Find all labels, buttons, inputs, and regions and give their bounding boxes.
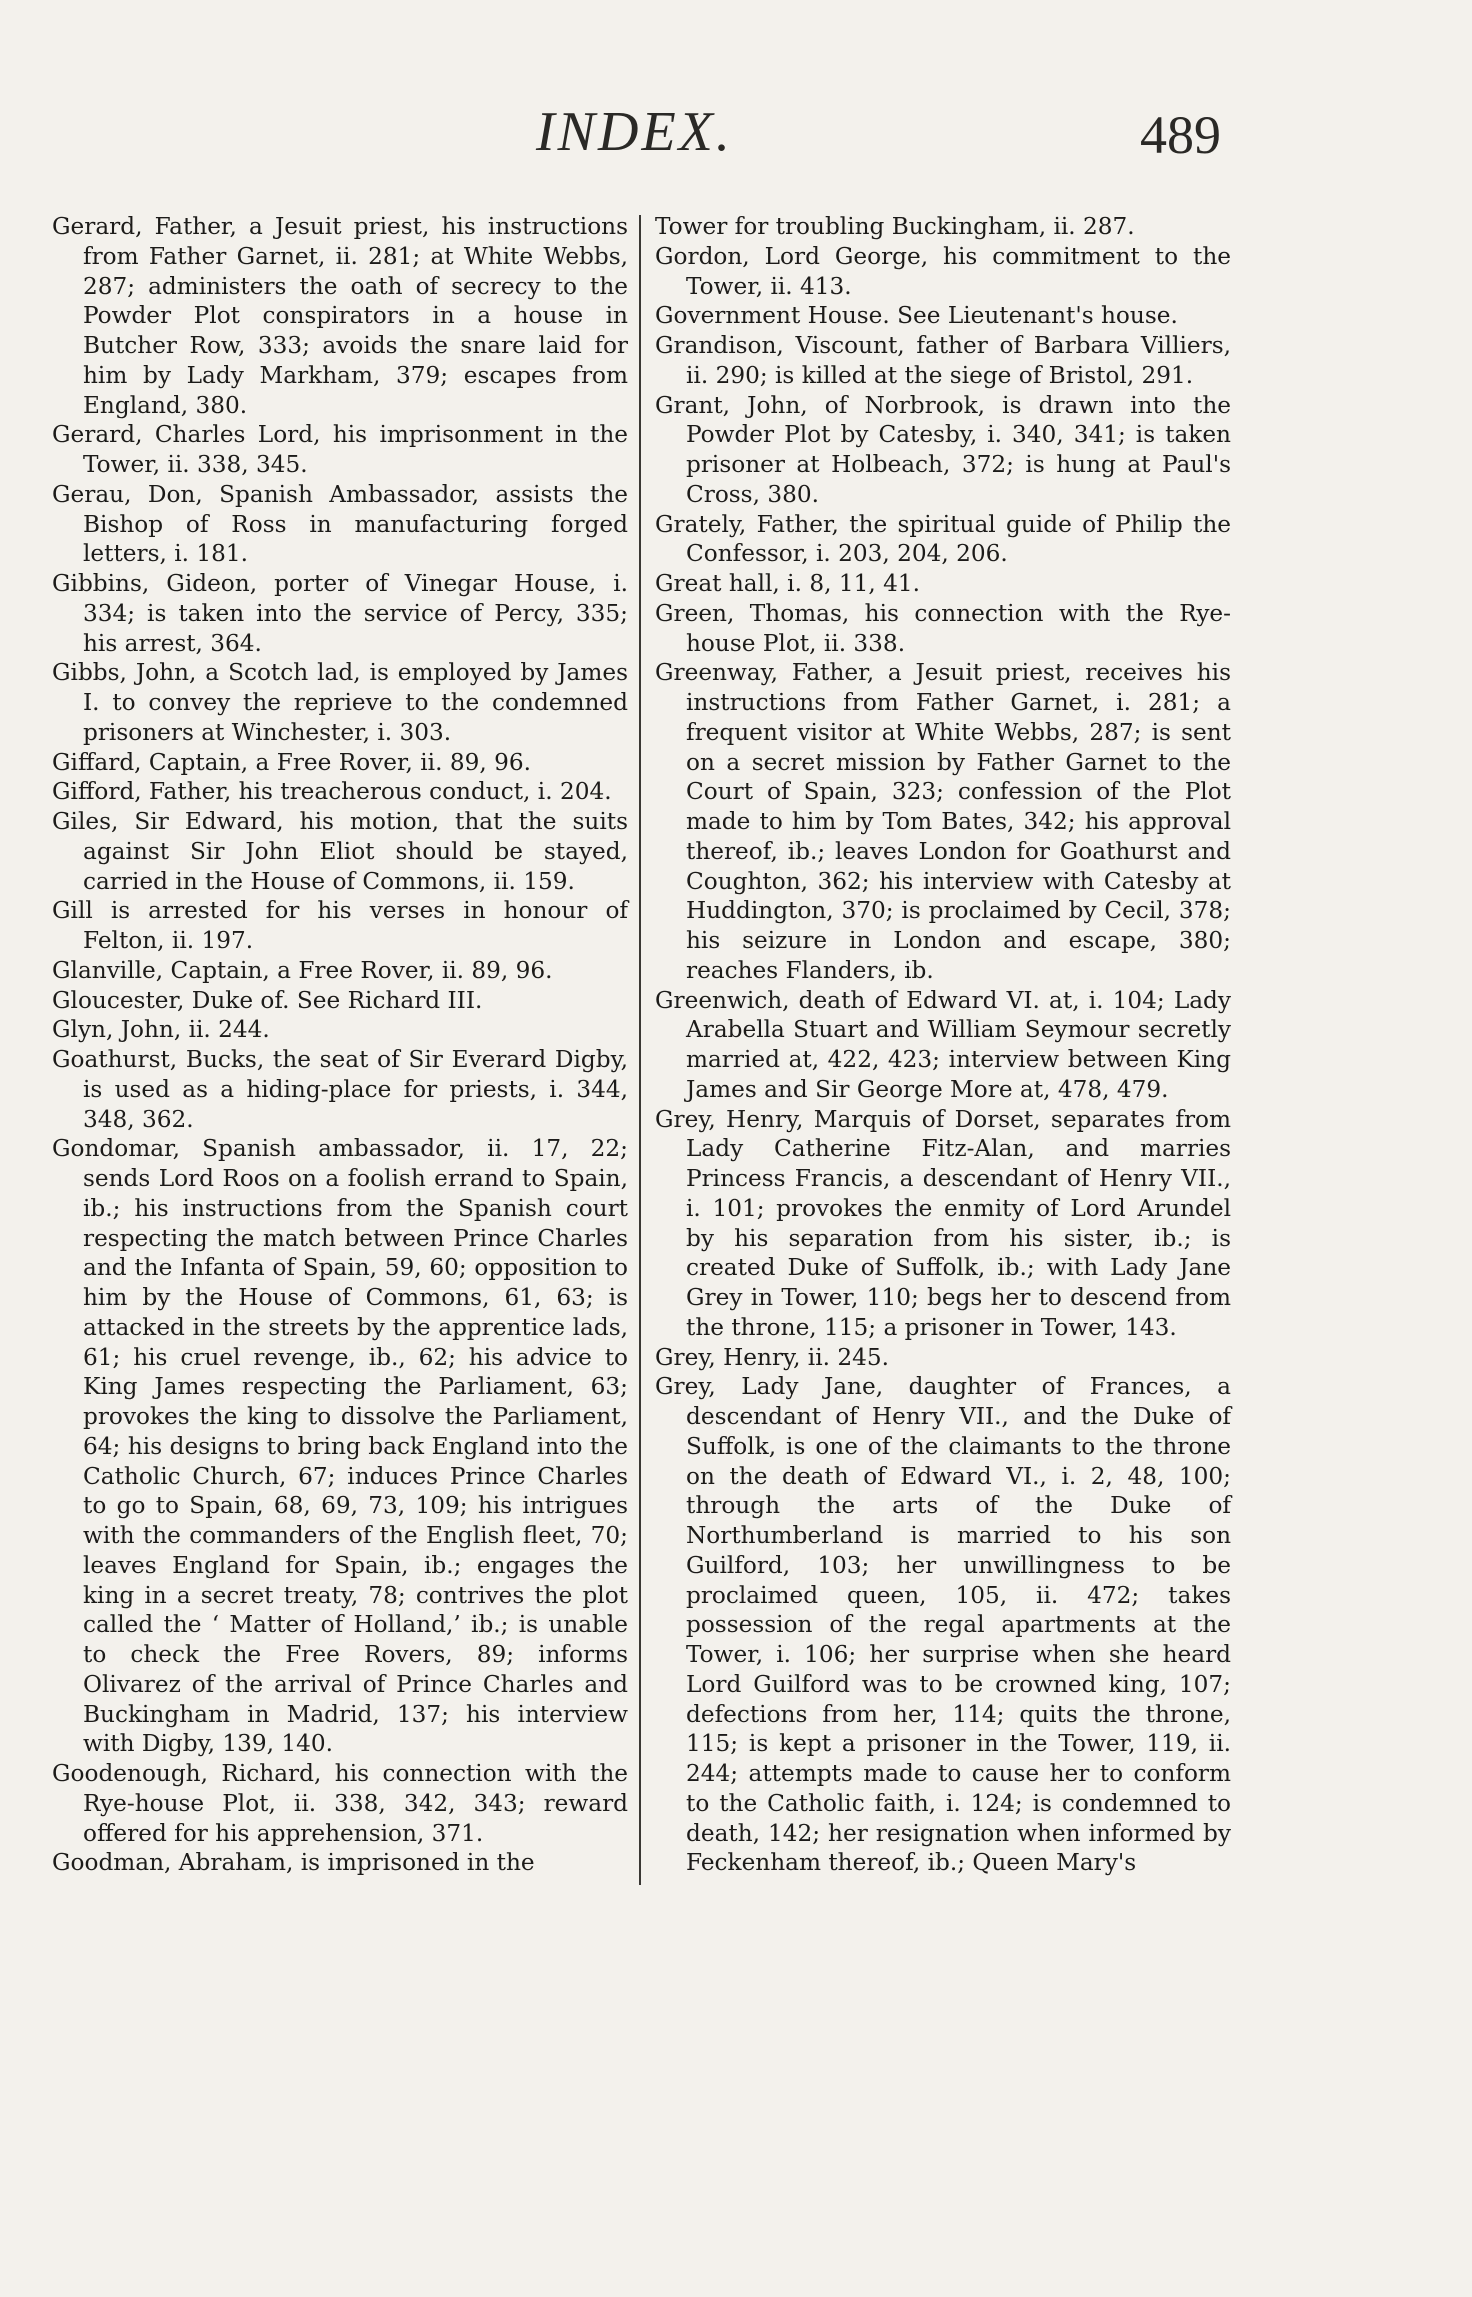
column-divider [639, 215, 641, 1885]
index-entry: Gloucester, Duke of. See Richard III. [52, 986, 483, 1014]
index-entry: Glyn, John, ii. 244. [52, 1016, 270, 1044]
index-entry: Giffard, Captain, a Free Rover, ii. 89, 96. [52, 748, 531, 776]
index-entry: Greenway, Father, a Jesuit priest, receives his instructions from Father Garnet, i. 281; a frequent visitor at White Webbs, 287; is sent on a secret mission by Father Garnet to the Court of Spain, 323; confession of the Plot made to him by Tom Bates, 342; his approval thereof, ib.; leaves London for Goathurst and Coughton, 362; his interview with Catesby at Huddington, 370; is proclaimed by Cecil, 378; his seizure in London and escape, 380; reaches Flanders, ib. [655, 659, 1231, 984]
index-entry: Gondomar, Spanish ambassador, ii. 17, 22; sends Lord Roos on a foolish errand to Spain, ib.; his instructions from the Spanish court respecting the match between Prince Charles and the Infanta of Spain, 59, 60; opposition to him by the House of Commons, 61, 63; is attacked in the streets by the apprentice lads, 61; his cruel revenge, ib., 62; his advice to King James respecting the Parliament, 63; provokes the king to dissolve the Parliament, 64; his designs to bring back England into the Catholic Church, 67; induces Prince Charles to go to Spain, 68, 69, 73, 109; his intrigues with the commanders of the English fleet, 70; leaves England for Spain, ib.; engages the king in a secret treaty, 78; contrives the plot called the ‘ Matter of Holland,’ ib.; is unable to check the Free Rovers, 89; informs Olivarez of the arrival of Prince Charles and Buckingham in Madrid, 137; his interview with Digby, 139, 140. [52, 1135, 628, 1758]
running-title: INDEX. [536, 101, 733, 163]
index-entry: Goathurst, Bucks, the seat of Sir Everard Digby, is used as a hiding-place for priests, i. 344, 348, 362. [52, 1046, 628, 1133]
index-entry: Grant, John, of Norbrook, is drawn into the Powder Plot by Catesby, i. 340, 341; is taken prisoner at Holbeach, 372; is hung at Paul's Cross, 380. [655, 391, 1231, 508]
index-entry: Gibbins, Gideon, porter of Vinegar House, i. 334; is taken into the service of Percy, 335; his arrest, 364. [52, 570, 628, 657]
index-entry: Gerard, Father, a Jesuit priest, his instructions from Father Garnet, ii. 281; at White Webbs, 287; administers the oath of secrecy to the Powder Plot conspirators in a house in Butcher Row, 333; avoids the snare laid for him by Lady Markham, 379; escapes from England, 380. [52, 213, 628, 419]
page-header [0, 100, 1472, 170]
index-entry: Goodman, Abraham, is imprisoned in the [52, 1849, 535, 1877]
index-entry: Gibbs, John, a Scotch lad, is employed by James I. to convey the reprieve to the condemned prisoners at Winchester, i. 303. [52, 659, 628, 746]
left-column [52, 212, 628, 1878]
index-entry: Government House. See Lieutenant's house. [655, 302, 1178, 330]
page-number: 489 [1140, 105, 1221, 165]
index-entry: Gifford, Father, his treacherous conduct, i. 204. [52, 778, 612, 806]
index-entry: Great hall, i. 8, 11, 41. [655, 570, 920, 597]
index-entry: Gill is arrested for his verses in honour of Felton, ii. 197. [52, 897, 628, 954]
index-entry: Grately, Father, the spiritual guide of Philip the Confessor, i. 203, 204, 206. [655, 510, 1231, 568]
index-entry: Grey, Henry, ii. 245. [655, 1343, 890, 1371]
index-entry: Glanville, Captain, a Free Rover, ii. 89, 96. [52, 956, 553, 984]
index-entry: Green, Thomas, his connection with the Rye-house Plot, ii. 338. [655, 599, 1231, 657]
index-entry: Greenwich, death of Edward VI. at, i. 104; Lady Arabella Stuart and William Seymour secretly married at, 422, 423; interview between King James and Sir George More at, 478, 479. [655, 986, 1231, 1103]
index-entry: Gordon, Lord George, his commitment to the Tower, ii. 413. [655, 242, 1231, 300]
index-entry: Goodenough, Richard, his connection with the Rye-house Plot, ii. 338, 342, 343; reward offered for his apprehension, 371. [52, 1760, 628, 1847]
index-entry: Gerard, Charles Lord, his imprisonment in the Tower, ii. 338, 345. [52, 421, 628, 478]
index-entry-continued: Tower for troubling Buckingham, ii. 287. [655, 213, 1135, 240]
right-column [655, 212, 1231, 1878]
index-entry: Grey, Henry, Marquis of Dorset, separates from Lady Catherine Fitz-Alan, and marries Princess Francis, a descendant of Henry VII., i. 101; provokes the enmity of Lord Arundel by his separation from his sister, ib.; is created Duke of Suffolk, ib.; with Lady Jane Grey in Tower, 110; begs her to descend from the throne, 115; a prisoner in Tower, 143. [655, 1105, 1231, 1341]
index-entry: Gerau, Don, Spanish Ambassador, assists the Bishop of Ross in manufacturing forged letters, i. 181. [52, 480, 628, 568]
index-entry: Grandison, Viscount, father of Barbara Villiers, ii. 290; is killed at the siege of Bristol, 291. [655, 332, 1231, 389]
index-entry: Giles, Sir Edward, his motion, that the suits against Sir John Eliot should be stayed, carried in the House of Commons, ii. 159. [52, 808, 628, 895]
index-entry: Grey, Lady Jane, daughter of Frances, a descendant of Henry VII., and the Duke of Suffolk, is one of the claimants to the throne on the death of Edward VI., i. 2, 48, 100; through the arts of the Duke of Northumberland is married to his son Guilford, 103; her unwillingness to be proclaimed queen, 105, ii. 472; takes possession of the regal apartments at the Tower, i. 106; her surprise when she heard Lord Guilford was to be crowned king, 107; defections from her, 114; quits the throne, 115; is kept a prisoner in the Tower, 119, ii. 244; attempts made to cause her to conform to the Catholic faith, i. 124; is condemned to death, 142; her resignation when informed by Feckenham thereof, ib.; Queen Mary's [655, 1373, 1231, 1877]
